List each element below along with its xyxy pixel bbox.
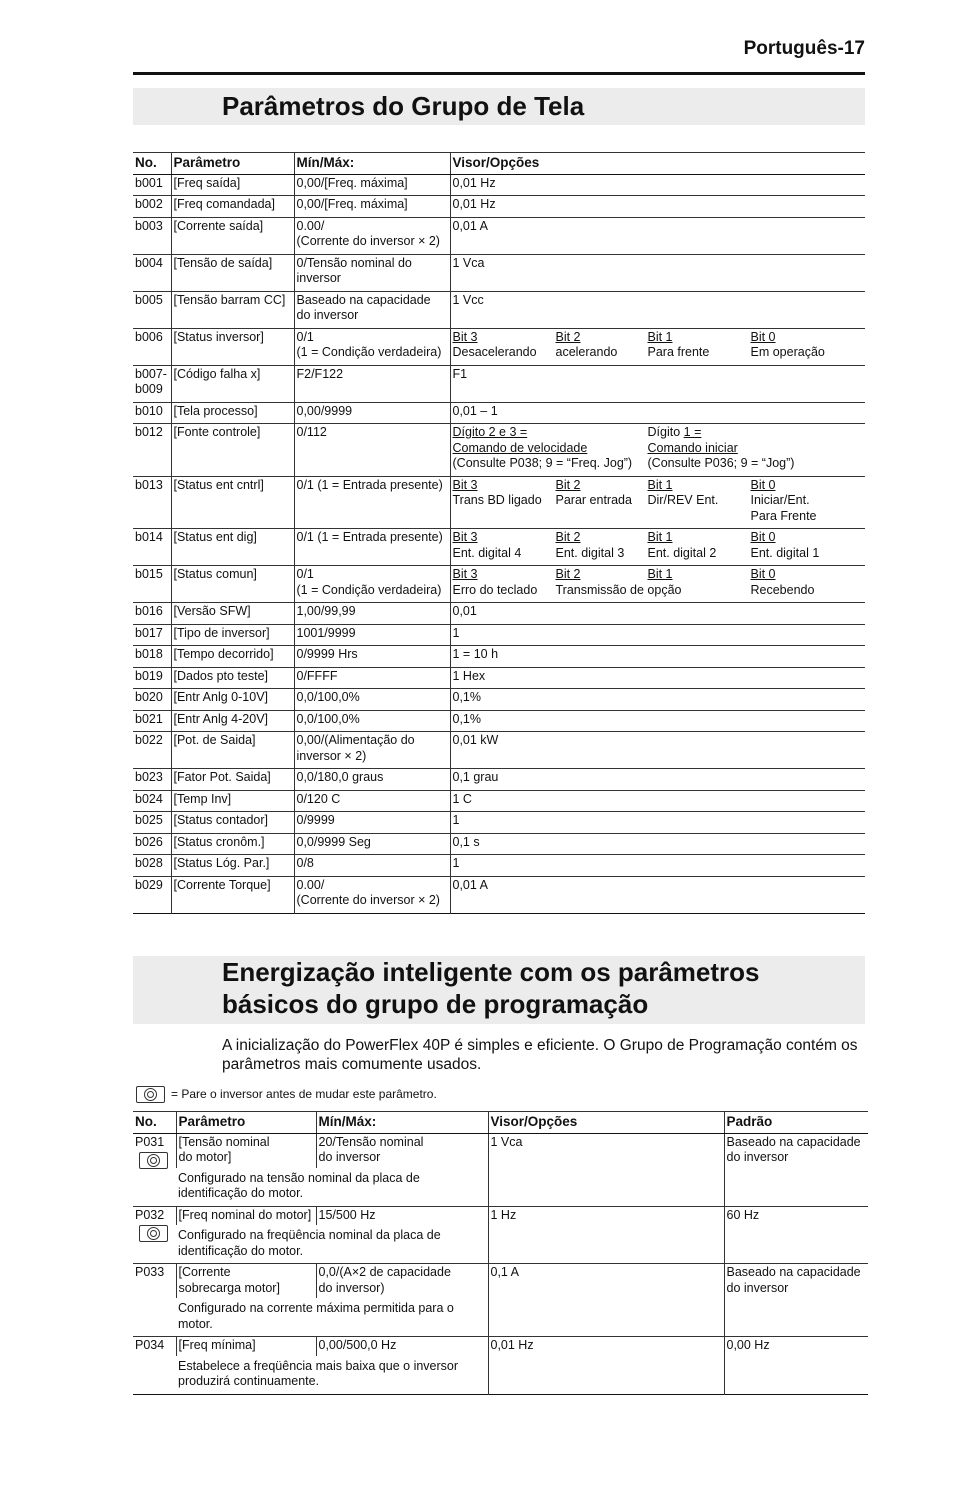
bit-label: Erro do teclado [452,582,538,597]
table-row [133,769,865,791]
param-number: b018 [133,646,171,668]
table-header-row [133,153,865,175]
param-description: Configurado na tensão nominal da placa de identificação do motor. [178,1170,420,1200]
param-number: b004 [133,254,171,291]
param-default: Baseado na capacidade do inversor [724,1264,868,1337]
bit-label: Em operação [750,345,825,359]
bit-cell [751,567,864,598]
param-number: b005 [133,291,171,328]
param-minmax: 15/500 Hz [316,1206,488,1225]
stop-legend [136,1086,437,1103]
param-number: b028 [133,855,171,877]
bit-cell [751,478,864,525]
param-display-bits [450,476,865,529]
digit-head [648,425,864,441]
param-display: 1 Vca [450,254,865,291]
param-minmax: 0.00/ (Corrente do inversor × 2) [294,876,450,913]
bit-number: Bit 0 [750,530,776,544]
param-number: b023 [133,769,171,791]
column-header: Parâmetro [176,1112,316,1134]
bit-grid [453,330,864,361]
page-header: Português-17 [743,38,865,59]
param-minmax: Baseado na capacidade do inversor [294,291,450,328]
param-number: b003 [133,217,171,254]
table-row [133,1206,868,1225]
param-minmax: 0/1 (1 = Condição verdadeira) [294,566,450,603]
bit-label: Iniciar/Ent. Para Frente [750,493,817,523]
param-display: 0,1 s [450,833,865,855]
table-row [133,174,865,196]
param-number: b024 [133,790,171,812]
table-row [133,529,865,566]
digit-head-prefix: Dígito [647,425,684,439]
table-header-row [133,1112,868,1134]
column-header: No. [133,1112,176,1134]
param-display: 1 [450,812,865,834]
digit-grid [453,425,864,472]
digit-note: (Consulte P036; 9 = “Jog”) [647,456,795,470]
column-header: Parâmetro [171,153,294,175]
table-row [133,624,865,646]
digit-cell [648,425,864,472]
param-default: 0,00 Hz [724,1337,868,1395]
column-header: Padrão [724,1112,868,1134]
param-minmax: 1001/9999 [294,624,450,646]
param-name: [Status cronôm.] [171,833,294,855]
param-number: b010 [133,402,171,424]
bit-label: Ent. digital 3 [555,545,625,560]
param-minmax: 0,0/100,0% [294,689,450,711]
table-row [133,667,865,689]
param-name: [Status contador] [171,812,294,834]
bit-label: Ent. digital 1 [750,545,820,560]
param-number: b019 [133,667,171,689]
bit-cell [648,567,751,598]
param-number: b012 [133,424,171,477]
param-number: b002 [133,196,171,218]
param-number: b022 [133,732,171,769]
param-number: b014 [133,529,171,566]
param-minmax: 0/1 (1 = Condição verdadeira) [294,328,450,365]
param-name: [Freq nominal do motor] [176,1206,316,1225]
param-display: 0,01 Hz [450,196,865,218]
bit-number: Bit 2 [555,329,581,344]
bit-number: Bit 1 [647,530,673,544]
param-name: [Entr Anlg 4-20V] [171,710,294,732]
table-row [133,603,865,625]
table-row [133,812,865,834]
param-name: [Freq mínima] [176,1337,316,1356]
param-display: 0,01 kW [450,732,865,769]
digit-head [453,425,648,441]
param-minmax: 0/8 [294,855,450,877]
column-header: Mín/Máx: [316,1112,488,1134]
bit-label: acelerando [555,345,618,359]
bit-label: Recebendo [750,582,815,597]
param-name: [Entr Anlg 0-10V] [171,689,294,711]
bit-number: Bit 0 [750,477,776,492]
param-name: [Status ent dig] [171,529,294,566]
column-header: Mín/Máx: [294,153,450,175]
param-minmax: 0/1 (1 = Entrada presente) [294,476,450,529]
bit-number: Bit 2 [555,530,581,544]
param-name: [Versão SFW] [171,603,294,625]
param-number: b021 [133,710,171,732]
stop-legend-text: = Pare o inversor antes de mudar este parâmetro. [171,1087,437,1101]
param-number: b015 [133,566,171,603]
param-description: Estabelece a freqüência mais baixa que o inversor produzirá continuamente. [178,1358,459,1388]
param-minmax: 0,00/[Freq. máxima] [294,196,450,218]
param-minmax: 0,00/[Freq. máxima] [294,174,450,196]
param-name: [Status inversor] [171,328,294,365]
param-minmax: 0/FFFF [294,667,450,689]
param-name: [Fator Pot. Saida] [171,769,294,791]
param-name: [Status ent cntrl] [171,476,294,529]
top-rule [133,72,865,75]
bit-cell [556,478,648,525]
param-display: 1 Hz [488,1206,724,1264]
param-minmax: 0,0/9999 Seg [294,833,450,855]
param-display: 0,01 Hz [450,174,865,196]
param-name: [Tensão barram CC] [171,291,294,328]
digit-cell [453,425,648,472]
param-minmax: 0,0/100,0% [294,710,450,732]
bit-label: Ent. digital 4 [452,545,522,560]
table-row [133,646,865,668]
param-display: 0,1 grau [450,769,865,791]
bit-number: Bit 2 [555,477,581,492]
table-row [133,1133,868,1168]
param-display: 1 C [450,790,865,812]
param-name: [Corrente Torque] [171,876,294,913]
bit-grid [453,567,864,598]
table-row [133,1337,868,1356]
digit-sub: Comando iniciar [647,440,738,455]
param-display: 1 Hex [450,667,865,689]
bit-label: Ent. digital 2 [647,545,717,560]
param-minmax: 0,00/(Alimentação do inversor × 2) [294,732,450,769]
bit-grid [453,478,864,525]
table-row [133,710,865,732]
param-name: [Dados pto teste] [171,667,294,689]
param-name: [Temp Inv] [171,790,294,812]
table-row [133,732,865,769]
section-title-basic-program: Energização inteligente com os parâmetros básicos do grupo de programação [222,957,760,1019]
param-description: Configurado na freqüência nominal da placa de identificação do motor. [178,1228,441,1258]
bit-number: Bit 1 [647,567,673,581]
bit-number: Bit 3 [452,477,478,492]
bit-cell [751,530,864,561]
stop-drive-icon [139,1152,168,1169]
bit-cell [648,478,751,525]
param-number: b001 [133,174,171,196]
param-number: b025 [133,812,171,834]
table-row [133,254,865,291]
param-display-bits [450,566,865,603]
param-number: P033 [135,1265,165,1279]
param-minmax: 0/1 (1 = Entrada presente) [294,529,450,566]
param-number: P031 [135,1134,165,1149]
bit-cell [556,530,648,561]
param-minmax: 0,0/(A×2 de capacidade do inversor) [316,1264,488,1299]
param-display: 1 Vca [488,1133,724,1206]
param-name: [Tensão nominal do motor] [176,1133,316,1168]
table-row [133,566,865,603]
param-number-cell [133,1206,176,1264]
digit-note: (Consulte P038; 9 = “Freq. Jog”) [452,456,633,470]
bit-cell [751,330,864,361]
table-row [133,402,865,424]
param-minmax: 0/112 [294,424,450,477]
param-name: [Status comun] [171,566,294,603]
column-header: Visor/Opções [488,1112,724,1134]
param-name: [Freq comandada] [171,196,294,218]
param-minmax: 0,0/180,0 graus [294,769,450,791]
param-minmax: F2/F122 [294,365,450,402]
param-name: [Pot. de Saida] [171,732,294,769]
column-header: No. [133,153,171,175]
param-display: 0,01 A [450,876,865,913]
table-row [133,790,865,812]
param-number: b013 [133,476,171,529]
bit-cell [648,330,751,361]
table-row [133,476,865,529]
param-display: 0,01 [450,603,865,625]
param-display: 1 [450,624,865,646]
bit-cell [556,330,648,361]
param-number: b026 [133,833,171,855]
param-minmax: 0.00/ (Corrente do inversor × 2) [294,217,450,254]
param-display-digits [450,424,865,477]
bit-number: Bit 1 [647,477,673,492]
bit-number: Bit 2 [555,567,581,581]
table-row [133,196,865,218]
param-minmax: 0/9999 [294,812,450,834]
table-row [133,328,865,365]
param-name: [Fonte controle] [171,424,294,477]
param-display: 1 = 10 h [450,646,865,668]
param-number-cell [133,1264,176,1337]
digit-sub: Comando de velocidade [452,440,588,455]
bit-cell [453,330,556,361]
bit-label: Dir/REV Ent. [647,493,719,507]
param-minmax: 0/Tensão nominal do inversor [294,254,450,291]
bit-label: Trans BD ligado [452,493,542,507]
param-number-cell [133,1337,176,1395]
param-number: b006 [133,328,171,365]
param-number-cell [133,1133,176,1206]
table-row [133,1264,868,1299]
digit-head-value: 1 = [683,425,702,439]
bit-cell [453,478,556,525]
bit-grid [453,530,864,561]
param-name: [Código falha x] [171,365,294,402]
param-display-bits [450,529,865,566]
param-minmax: 1,00/99,99 [294,603,450,625]
bit-label: Desacelerando [452,345,537,359]
param-number: b016 [133,603,171,625]
param-minmax: 0/120 C [294,790,450,812]
param-default: Baseado na capacidade do inversor [724,1133,868,1206]
bit-number: Bit 0 [750,329,776,344]
param-number: b020 [133,689,171,711]
param-display: 0,1 A [488,1264,724,1337]
param-display: 0,1% [450,710,865,732]
param-number: b007- b009 [133,365,171,402]
param-display: 0,1% [450,689,865,711]
param-display: 1 [450,855,865,877]
param-display: 1 Vcc [450,291,865,328]
section-title-display-group: Parâmetros do Grupo de Tela [222,91,585,121]
bit-number: Bit 0 [750,567,776,581]
param-name: [Tensão de saída] [171,254,294,291]
table-row [133,291,865,328]
bit-label: Para frente [647,345,710,359]
bit-label: Parar entrada [555,493,632,507]
param-display: 0,01 Hz [488,1337,724,1395]
column-header: Visor/Opções [450,153,865,175]
bit-number: Bit 3 [452,530,478,544]
param-number: b029 [133,876,171,913]
param-name: [Corrente sobrecarga motor] [176,1264,316,1299]
bit-cell [453,567,556,598]
param-default: 60 Hz [724,1206,868,1264]
stop-drive-icon [136,1086,165,1103]
table-row [133,833,865,855]
table-row [133,365,865,402]
bit-number: Bit 3 [452,567,478,581]
param-minmax: 20/Tensão nominal do inversor [316,1133,488,1168]
param-display: F1 [450,365,865,402]
table-row [133,424,865,477]
bit-cell [453,530,556,561]
param-minmax: 0,00/9999 [294,402,450,424]
stop-drive-icon [139,1225,168,1242]
param-minmax: 0/9999 Hrs [294,646,450,668]
bit-number: Bit 1 [647,329,673,344]
intro-paragraph: A inicialização do PowerFlex 40P é simples e eficiente. O Grupo de Programação contém os parâmetros mais comumente usados. [222,1037,858,1073]
param-name: [Freq saída] [171,174,294,196]
bit-cell [648,530,751,561]
param-number: P034 [135,1338,165,1352]
display-group-table [133,152,865,914]
table-row [133,689,865,711]
param-number: b017 [133,624,171,646]
digit-head-value: Dígito 2 e 3 = [452,425,528,439]
bit-label: Transmissão de opção [555,582,682,597]
param-name: [Tipo de inversor] [171,624,294,646]
bit-number: Bit 3 [452,329,478,344]
basic-program-table [133,1111,868,1395]
param-number: P032 [135,1207,165,1222]
param-display-bits [450,328,865,365]
param-display: 0,01 A [450,217,865,254]
param-name: [Status Lóg. Par.] [171,855,294,877]
param-display: 0,01 – 1 [450,402,865,424]
param-name: [Corrente saída] [171,217,294,254]
table-row [133,217,865,254]
table-row [133,855,865,877]
param-minmax: 0,00/500,0 Hz [316,1337,488,1356]
param-name: [Tempo decorrido] [171,646,294,668]
param-description: Configurado na corrente máxima permitida para o motor. [178,1301,454,1331]
param-name: [Tela processo] [171,402,294,424]
table-row [133,876,865,913]
